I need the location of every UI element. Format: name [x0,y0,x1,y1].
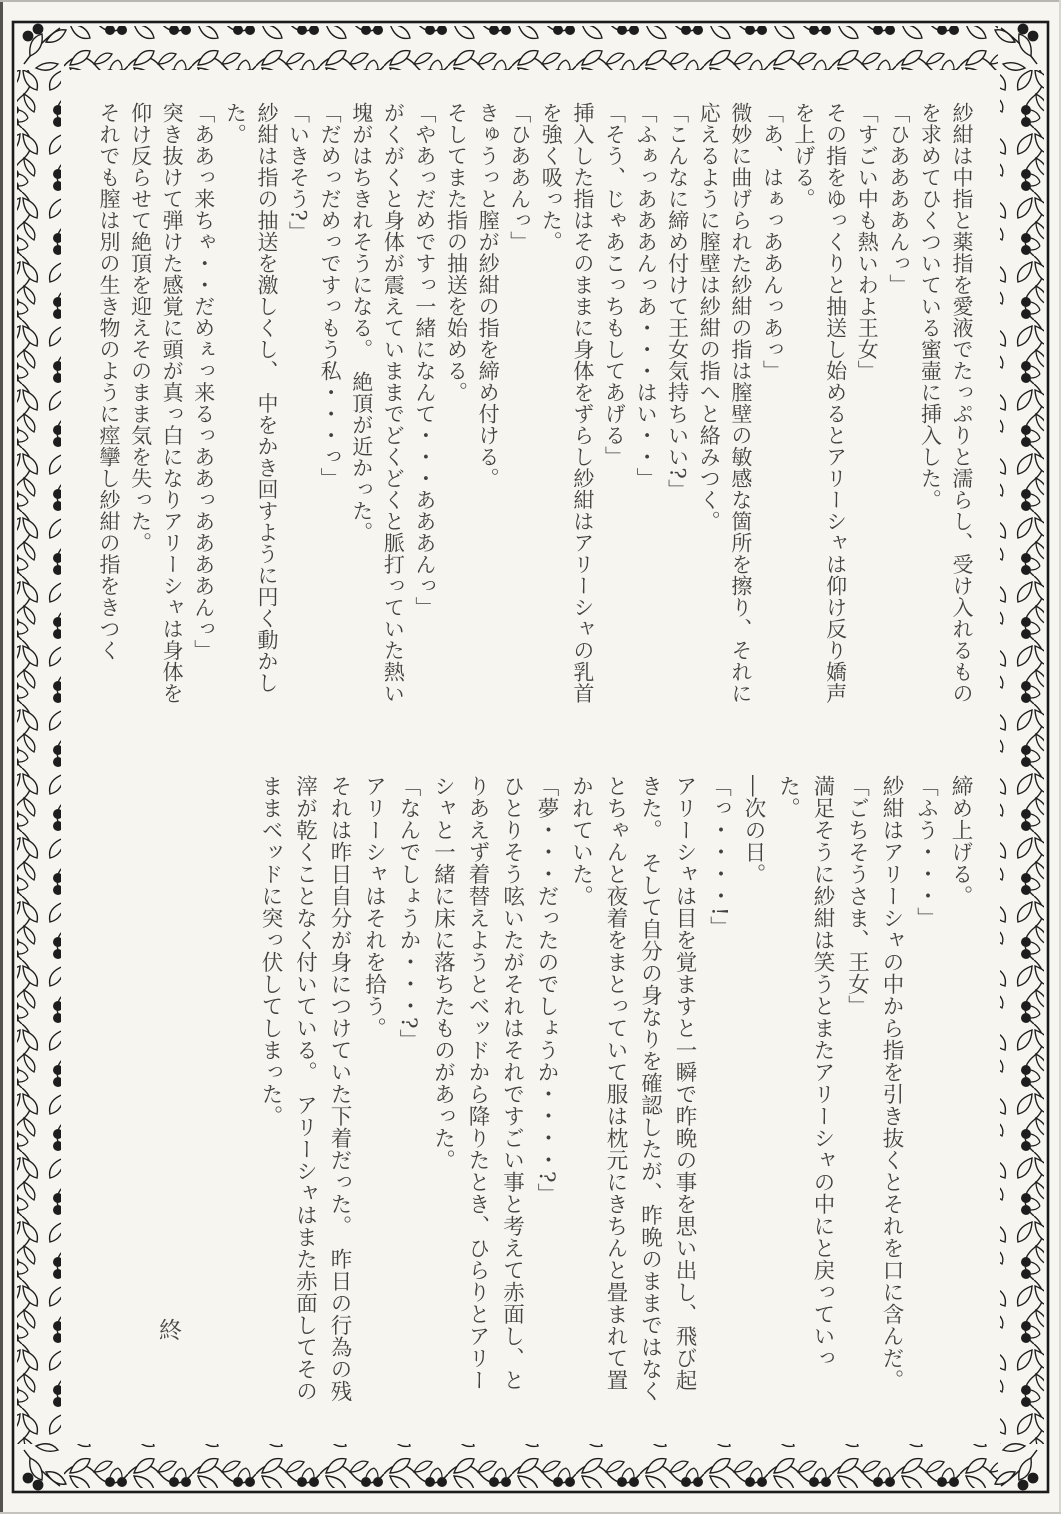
text-column: 「ふう・・・」 [913,775,939,929]
text-column: を上げる。 [792,102,817,210]
text-column: 微妙に曲げられた紗紺の指は膣壁の敏感な箇所を擦り、それに [728,102,753,704]
text-column: 滓が乾くことなく付いている。 アリーシャはまた赤面してその [292,775,318,1403]
text-column: 「あ、はぁっああんっあっ」 [760,102,785,382]
text-column: 「っ・・・・!」 [706,775,732,939]
text-column: 「なんでしょうか・・・?」 [396,775,421,1052]
text-column: そしてまた指の抽送を始める。 [444,102,469,403]
text-column: 「ああっ来ちゃ・・だめぇっ来るっああっああああんっ」 [191,102,216,661]
text-column: 「そう、じゃあこっちもしてあげる」 [602,102,627,468]
story-text-block-lower [253,775,978,1417]
text-column: 「ひああんっ」 [507,102,532,253]
text-column: シャと一緒に床に落ちたものがあった。 [430,775,456,1171]
text-column: とちゃんと夜着をまとっていて服は枕元にきちんと畳まれて置 [603,775,628,1391]
text-column: それは昨日自分が身につけていた下着だった。 昨日の行為の残 [327,775,352,1403]
text-column: 「ごちそうさま、王女」 [844,775,870,1017]
text-column: 「すごい中も熱いわよ王女」 [855,102,880,382]
text-column: 締め上げる。 [948,775,973,907]
text-column: 「いきそう?」 [286,102,311,243]
text-column: た。 [223,102,248,145]
text-column: 突き抜けて弾けた感覚に頭が真っ白になりアリーシャは身体を [160,102,185,704]
text-column: きた。 そして自分の身なりを確認したが、昨晩のままではなく [637,775,663,1403]
text-column: 仰け反らせて絶頂を迎えそのまま気を失った。 [128,102,153,554]
story-text-block-upper [92,102,977,750]
text-column: 満足そうに紗紺は笑うとまたアリーシャの中にと戻っていっ [810,775,835,1369]
text-column: を強く吸った。 [539,102,564,253]
text-column: 「夢・・・だったのでしょうか・・・・?」 [534,775,559,1206]
text-column: ―次の日。 [741,775,766,885]
text-column: 挿入した指はそのままに身体をずらし紗紺はアリーシャの乳首 [570,102,595,704]
text-column: 紗紺は中指と薬指を愛液でたっぷりと濡らし、受け入れるもの [950,102,974,704]
text-column: 「ひああああんっ」 [886,102,911,296]
text-column: ままベッドに突っ伏してしまった。 [258,775,283,1127]
text-column: その指をゆっくりと抽送し始めるとアリーシャは仰け反り嬌声 [823,102,848,704]
end-mark: 終 [155,1318,181,1341]
text-column: 塊がはちきれそうになる。 絶頂が近かった。 [349,102,374,543]
text-column: 「ふぁっあああんっあ・・・はい・・」 [634,102,659,489]
text-column: 「こんなに締め付けて王女気持ちいい?」 [665,102,690,501]
text-column: それでも膣は別の生き物のように痙攣し紗紺の指をきつく [96,102,121,661]
text-column: 紗紺はアリーシャの中から指を引き抜くとそれを口に含んだ。 [879,775,904,1391]
text-column: アリーシャはそれを拾う。 [361,775,387,1039]
text-column: 「だめっだめっですっもう私・・・っ」 [318,102,343,489]
text-column: 「やあっだめですっ一緒になんて・・・あああんっ」 [412,102,437,618]
text-column: きゅうっと膣が紗紺の指を締め付ける。 [476,102,501,489]
text-column: りあえず着替えようとベッドから降りたとき、ひらりとアリー [465,775,490,1391]
text-column: た。 [775,775,801,819]
text-column: ひとりそう呟いたがそれはそれですごい事と考えて赤面し、と [499,775,525,1391]
text-column: かれていた。 [568,775,594,907]
text-column: アリーシャは目を覚ますと一瞬で昨晩の事を思い出し、飛び起 [672,775,697,1391]
text-column: 応えるように膣壁は紗紺の指へと絡みつく。 [697,102,722,532]
text-column: 紗紺は指の抽送を激しくし、 中をかき回すように円く動かし [254,102,279,694]
text-column: がくがくと身体が震えていままでどくどくと脈打っていた熱い [381,102,406,704]
text-column: を求めてひくついている蜜壷に挿入した。 [918,102,943,511]
